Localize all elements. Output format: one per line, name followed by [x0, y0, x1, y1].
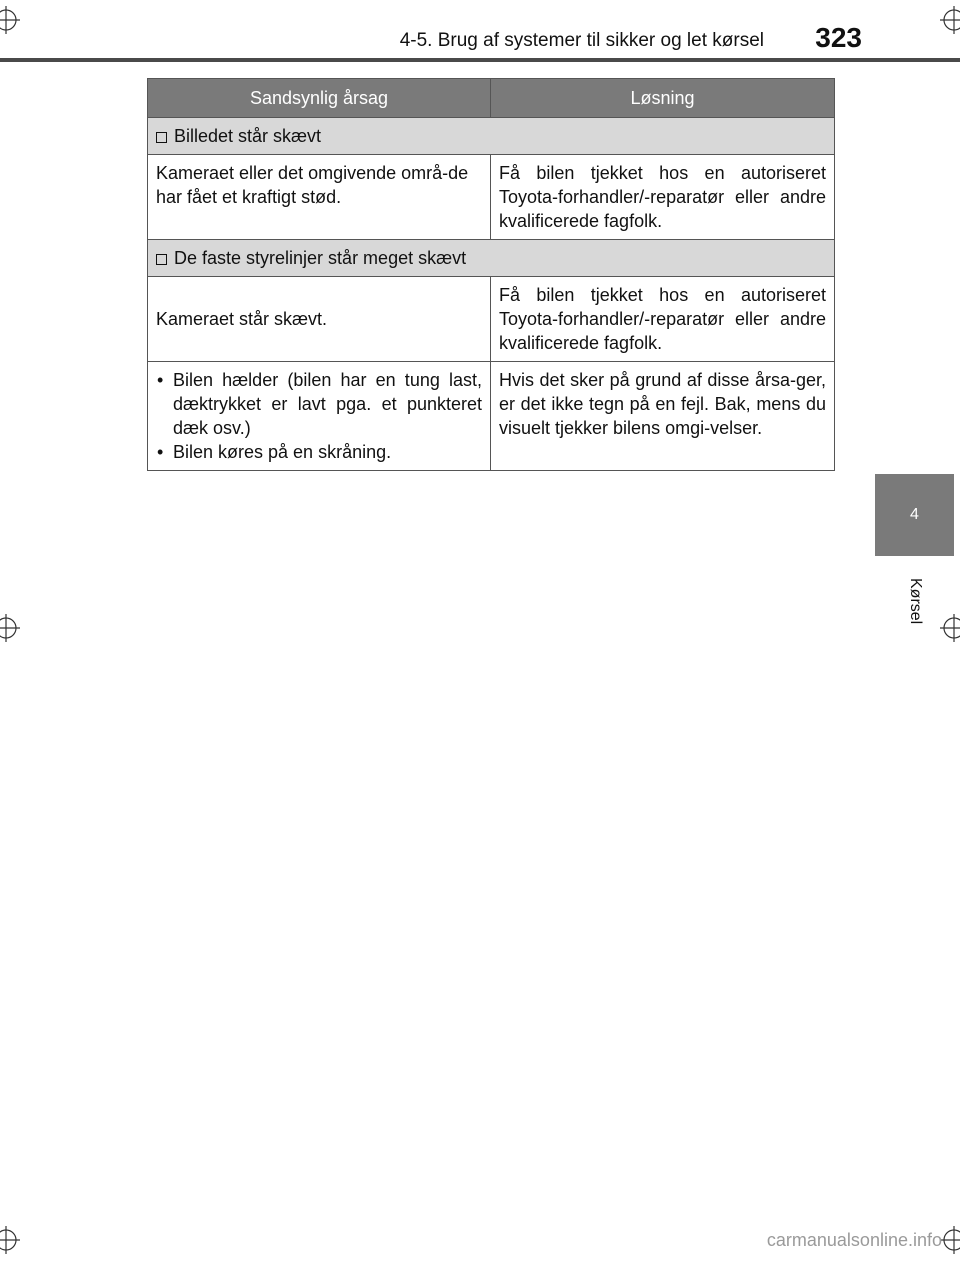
header-divider	[0, 58, 960, 62]
list-item: • Bilen køres på en skråning.	[156, 440, 482, 464]
registration-mark-icon	[940, 6, 960, 34]
chapter-name: Kørsel	[907, 577, 924, 625]
list-item: • Bilen hælder (bilen har en tung last, dæktrykket er lavt pga. et punkteret dæk osv.)	[156, 368, 482, 440]
solution-cell: Få bilen tjekket hos en autoriseret Toyota-forhandler/-reparatør eller andre kvalificerede fagfolk.	[491, 155, 835, 240]
table-row	[148, 277, 835, 362]
troubleshooting-table	[147, 78, 835, 471]
cause-cell: Kameraet eller det omgivende områ-de har fået et kraftigt stød.	[148, 155, 491, 240]
chapter-number: 4	[910, 506, 919, 523]
registration-mark-icon	[0, 1226, 20, 1254]
registration-mark-icon	[0, 6, 20, 34]
solution-cell: Få bilen tjekket hos en autoriseret Toyota-forhandler/-reparatør eller andre kvalificerede fagfolk.	[491, 277, 835, 362]
registration-mark-icon	[940, 1226, 960, 1254]
column-header-solution: Løsning	[491, 79, 835, 118]
section-title: 4-5. Brug af systemer til sikker og let kørsel	[399, 30, 764, 51]
section-row	[148, 118, 835, 155]
checkbox-square-icon	[156, 132, 167, 143]
cause-cell	[148, 362, 491, 471]
registration-mark-icon	[940, 614, 960, 642]
checkbox-square-icon	[156, 254, 167, 265]
table-row	[148, 362, 835, 471]
registration-mark-icon	[0, 614, 20, 642]
section-title-text: De faste styrelinjer står meget skævt	[174, 248, 467, 268]
table-row	[148, 155, 835, 240]
cause-bullet-list	[156, 368, 482, 464]
column-header-cause: Sandsynlig årsag	[148, 79, 491, 118]
watermark-text: carmanualsonline.info	[766, 1230, 942, 1250]
section-row	[148, 240, 835, 277]
section-header	[148, 240, 835, 277]
section-header	[148, 118, 835, 155]
page-number: 323	[815, 22, 862, 53]
table-header-row	[148, 79, 835, 118]
section-title-text: Billedet står skævt	[174, 126, 322, 146]
chapter-tab	[875, 474, 954, 556]
solution-cell: Hvis det sker på grund af disse årsa-ger, er det ikke tegn på en fejl. Bak, mens du visuelt tjekker bilens omgi-velser.	[491, 362, 835, 471]
cause-cell: Kameraet står skævt.	[148, 277, 491, 362]
